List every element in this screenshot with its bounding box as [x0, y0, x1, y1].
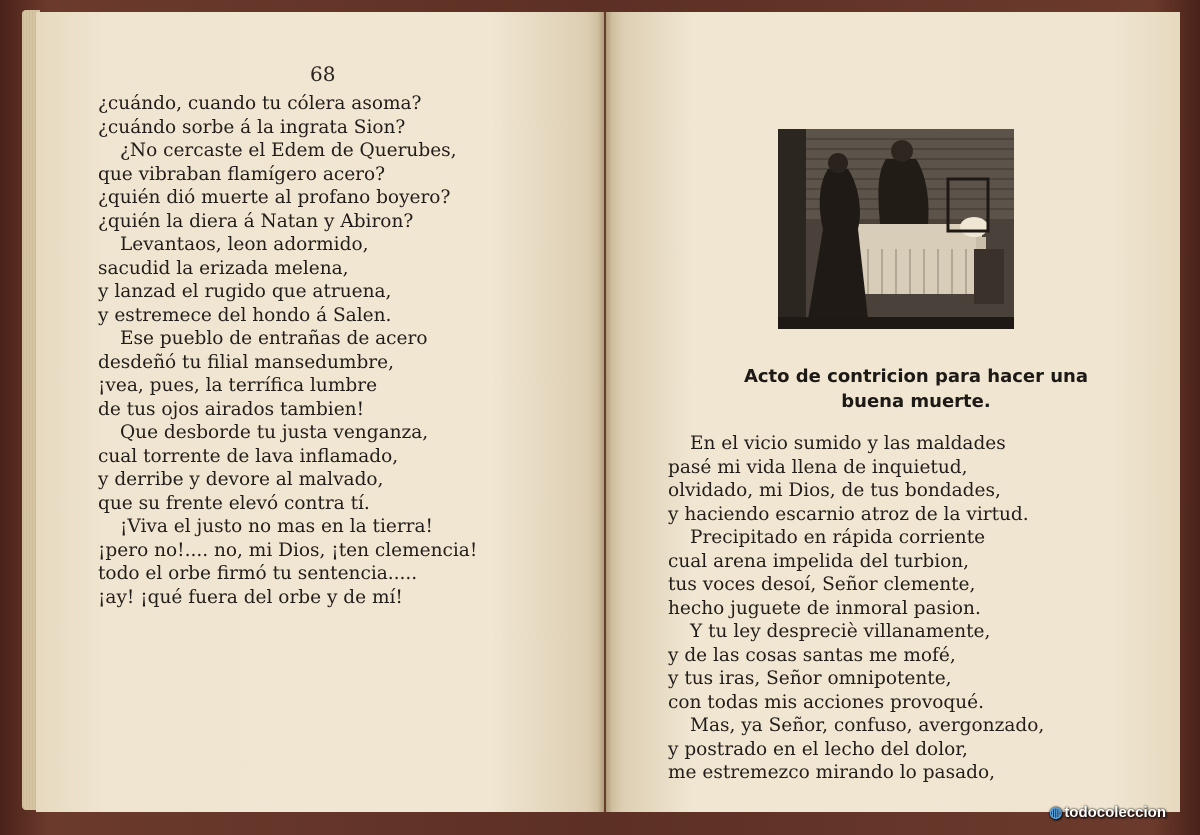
verse-line: ¡vea, pues, la terrífica lumbre	[98, 375, 378, 396]
right-page	[606, 12, 1180, 812]
left-verse	[98, 92, 618, 609]
verse-line: Ese pueblo de entrañas de acero	[120, 328, 428, 349]
verse-line: desdeñó tu filial mansedumbre,	[98, 351, 394, 373]
verse-line: ¿quién la diera á Natan y Abiron?	[98, 210, 414, 232]
verse-line: y de las cosas santas me mofé,	[668, 644, 956, 666]
verse-line: Y tu ley despreciè villanamente,	[690, 621, 991, 642]
left-page	[36, 12, 604, 812]
verse-line: Mas, ya Señor, confuso, avergonzado,	[690, 715, 1045, 736]
verse-line: con todas mis acciones provoqué.	[668, 691, 984, 713]
verse-line: y postrado en el lecho del dolor,	[668, 738, 968, 760]
heading-line: buena muerte.	[841, 391, 991, 412]
watermark-icon: ◍	[1049, 804, 1063, 821]
verse-line: y derribe y devore al malvado,	[98, 469, 384, 490]
verse-line: sacudid la erizada melena,	[98, 257, 349, 279]
verse-line: tus voces desoí, Señor clemente,	[668, 574, 976, 595]
verse-line: ¿quién dió muerte al profano boyero?	[98, 187, 451, 208]
verse-line: ¡Viva el justo no mas en la tierra!	[120, 516, 433, 537]
verse-line: ¡ay! ¡qué fuera del orbe y de mí!	[98, 586, 403, 608]
verse-line: y estremece del hondo á Salen.	[98, 304, 392, 326]
watermark-text: todocoleccion	[1064, 804, 1166, 821]
verse-line: y tus iras, Señor omnipotente,	[668, 668, 952, 689]
heading-line: Acto de contricion para hacer una	[743, 366, 1089, 387]
section-heading	[676, 364, 1156, 414]
verse-line: que su frente elevó contra tí.	[98, 492, 370, 514]
verse-line: de tus ojos airados tambien!	[98, 398, 365, 420]
engraving-illustration	[778, 129, 1014, 329]
deathbed-engraving	[778, 129, 1014, 329]
verse-line: olvidado, mi Dios, de tus bondades,	[668, 480, 1001, 501]
verse-line: ¡pero no!.... no, mi Dios, ¡ten clemencia!	[98, 539, 478, 561]
verse-line: En el vicio sumido y las maldades	[690, 433, 1006, 454]
page-number: 68	[310, 62, 336, 86]
right-verse	[668, 432, 1148, 785]
verse-line: Levantaos, leon adormido,	[120, 234, 369, 255]
verse-line: hecho juguete de inmoral pasion.	[668, 597, 981, 619]
verse-line: cual arena impelida del turbion,	[668, 550, 970, 572]
watermark-logo	[1049, 803, 1166, 821]
verse-line: me estremezco mirando lo pasado,	[668, 762, 995, 783]
verse-line: ¿No cercaste el Edem de Querubes,	[120, 140, 457, 161]
book-gutter	[598, 12, 612, 812]
verse-line: pasé mi vida llena de inquietud,	[668, 456, 968, 478]
verse-line: que vibraban flamígero acero?	[98, 163, 386, 185]
verse-line: y haciendo escarnio atroz de la virtud.	[668, 503, 1029, 525]
verse-line: ¿cuándo sorbe á la ingrata Sion?	[98, 116, 406, 138]
verse-line: y lanzad el rugido que atruena,	[98, 281, 392, 302]
verse-line: Precipitado en rápida corriente	[690, 527, 986, 548]
verse-line: ¿cuándo, cuando tu cólera asoma?	[98, 93, 422, 114]
verse-line: todo el orbe firmó tu sentencia.....	[98, 563, 418, 584]
verse-line: cual torrente de lava inflamado,	[98, 445, 399, 467]
verse-line: Que desborde tu justa venganza,	[120, 422, 429, 443]
